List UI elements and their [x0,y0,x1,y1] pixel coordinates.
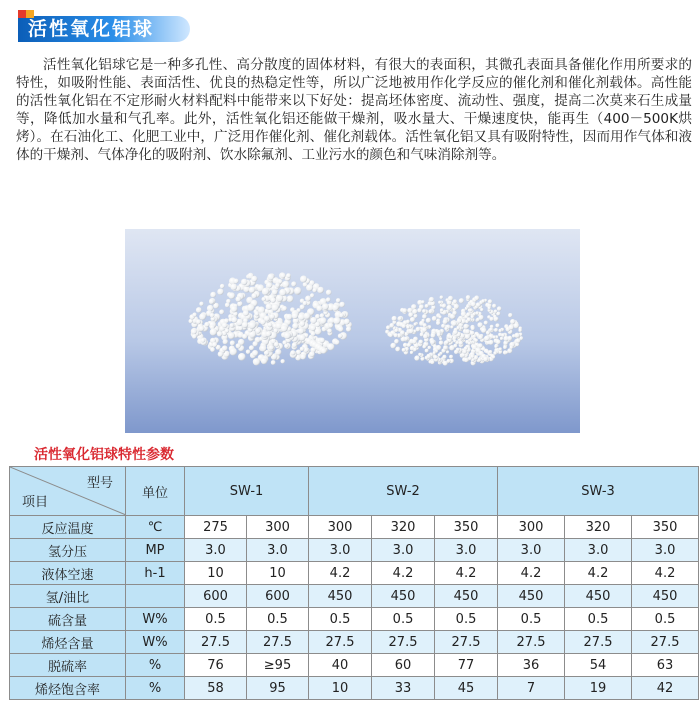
table-cell: 450 [372,585,435,608]
table-cell: 300 [247,516,309,539]
table-cell: 77 [435,654,498,677]
table-cell: 450 [498,585,565,608]
table-cell: 350 [435,516,498,539]
table-cell: 4.2 [435,562,498,585]
table-cell: 0.5 [565,608,632,631]
table-row [10,539,699,562]
table-cell: 3.0 [309,539,372,562]
table-cell: 76 [185,654,247,677]
table-cell: 27.5 [185,631,247,654]
table-cell: ≥95 [247,654,309,677]
row-unit [126,585,185,608]
item-label: 项目 [22,495,49,510]
model-sw1: SW-1 [185,467,309,516]
table-cell: 3.0 [247,539,309,562]
row-unit: W% [126,608,185,631]
table-cell: 42 [632,677,699,700]
table-cell: 450 [309,585,372,608]
row-item-label: 烯烃饱含率 [10,677,126,700]
table-cell: 10 [247,562,309,585]
row-unit: % [126,654,185,677]
model-sw2: SW-2 [309,467,498,516]
table-row [10,631,699,654]
table-cell: 95 [247,677,309,700]
section-header [18,10,198,42]
table-cell: 0.5 [309,608,372,631]
table-cell: 27.5 [498,631,565,654]
table-row [10,585,699,608]
table-cell: 40 [309,654,372,677]
table-cell: 600 [247,585,309,608]
table-cell: 3.0 [435,539,498,562]
table-cell: 3.0 [632,539,699,562]
table-cell: 450 [632,585,699,608]
table-cell: 54 [565,654,632,677]
table-cell: 0.5 [435,608,498,631]
row-item-label: 氢/油比 [10,585,126,608]
table-cell: 4.2 [372,562,435,585]
header-accent-red [18,10,26,18]
table-cell: 27.5 [309,631,372,654]
table-row [10,654,699,677]
corner-header [10,467,126,516]
table-cell: 0.5 [372,608,435,631]
table-cell: 10 [309,677,372,700]
table-row [10,562,699,585]
table-cell: 275 [185,516,247,539]
row-unit: h-1 [126,562,185,585]
table-cell: 3.0 [565,539,632,562]
row-unit: W% [126,631,185,654]
row-unit: % [126,677,185,700]
table-cell: 3.0 [498,539,565,562]
row-unit: MP [126,539,185,562]
table-cell: 3.0 [185,539,247,562]
row-item-label: 烯烃含量 [10,631,126,654]
table-cell: 300 [498,516,565,539]
table-cell: 350 [632,516,699,539]
table-cell: 27.5 [372,631,435,654]
table-cell: 4.2 [632,562,699,585]
table-cell: 4.2 [498,562,565,585]
table-cell: 60 [372,654,435,677]
table-cell: 4.2 [309,562,372,585]
table-cell: 27.5 [435,631,498,654]
table-cell: 0.5 [247,608,309,631]
table-row [10,516,699,539]
spec-table [9,466,699,700]
table-cell: 320 [372,516,435,539]
table-cell: 0.5 [185,608,247,631]
row-item-label: 液体空速 [10,562,126,585]
table-cell: 0.5 [498,608,565,631]
table-cell: 600 [185,585,247,608]
table-cell: 450 [565,585,632,608]
table-title: 活性氧化铝球特性参数 [34,447,174,463]
table-cell: 36 [498,654,565,677]
row-item-label: 反应温度 [10,516,126,539]
product-photo [125,229,580,433]
intro-paragraph: 活性氧化铝球它是一种多孔性、高分散度的固体材料，有很大的表面积，其微孔表面具备催化作用所要求的特性，如吸附性能、表面活性、优良的热稳定性等，所以广泛地被用作化学反应的催化剂和催化剂载体。高性能的活性氧化铝在不定形耐火材料配料中能带来以下好处：提高坯体密度、流动性、强度，提高二次莫来石生成量等，降低加水量和气孔率。此外，活性氧化铝还能做干燥剂，吸水量大、干燥速度快，能再生（400－500K烘烤）。在石油化工、化肥工业中，广泛用作催化剂、催化剂载体。活性氧化铝又具有吸附特性，因而用作气体和液体的干燥剂、气体净化的吸附剂、饮水除氟剂、工业污水的颜色和气味消除剂等。 [16,57,692,163]
model-sw3: SW-3 [498,467,699,516]
table-cell: 27.5 [247,631,309,654]
table-cell: 300 [309,516,372,539]
table-row [10,608,699,631]
table-cell: 45 [435,677,498,700]
table-cell: 58 [185,677,247,700]
table-row [10,677,699,700]
unit-header: 单位 [126,467,185,516]
table-header-row [10,467,699,516]
page-title: 活性氧化铝球 [28,18,155,40]
table-cell: 4.2 [565,562,632,585]
table-cell: 10 [185,562,247,585]
table-cell: 63 [632,654,699,677]
table-cell: 320 [565,516,632,539]
table-cell: 450 [435,585,498,608]
row-item-label: 硫含量 [10,608,126,631]
table-cell: 0.5 [632,608,699,631]
row-item-label: 氢分压 [10,539,126,562]
row-unit: ℃ [126,516,185,539]
table-cell: 27.5 [632,631,699,654]
row-item-label: 脱硫率 [10,654,126,677]
table-cell: 19 [565,677,632,700]
table-cell: 3.0 [372,539,435,562]
table-cell: 33 [372,677,435,700]
table-cell: 27.5 [565,631,632,654]
table-cell: 7 [498,677,565,700]
model-label: 型号 [86,476,113,491]
